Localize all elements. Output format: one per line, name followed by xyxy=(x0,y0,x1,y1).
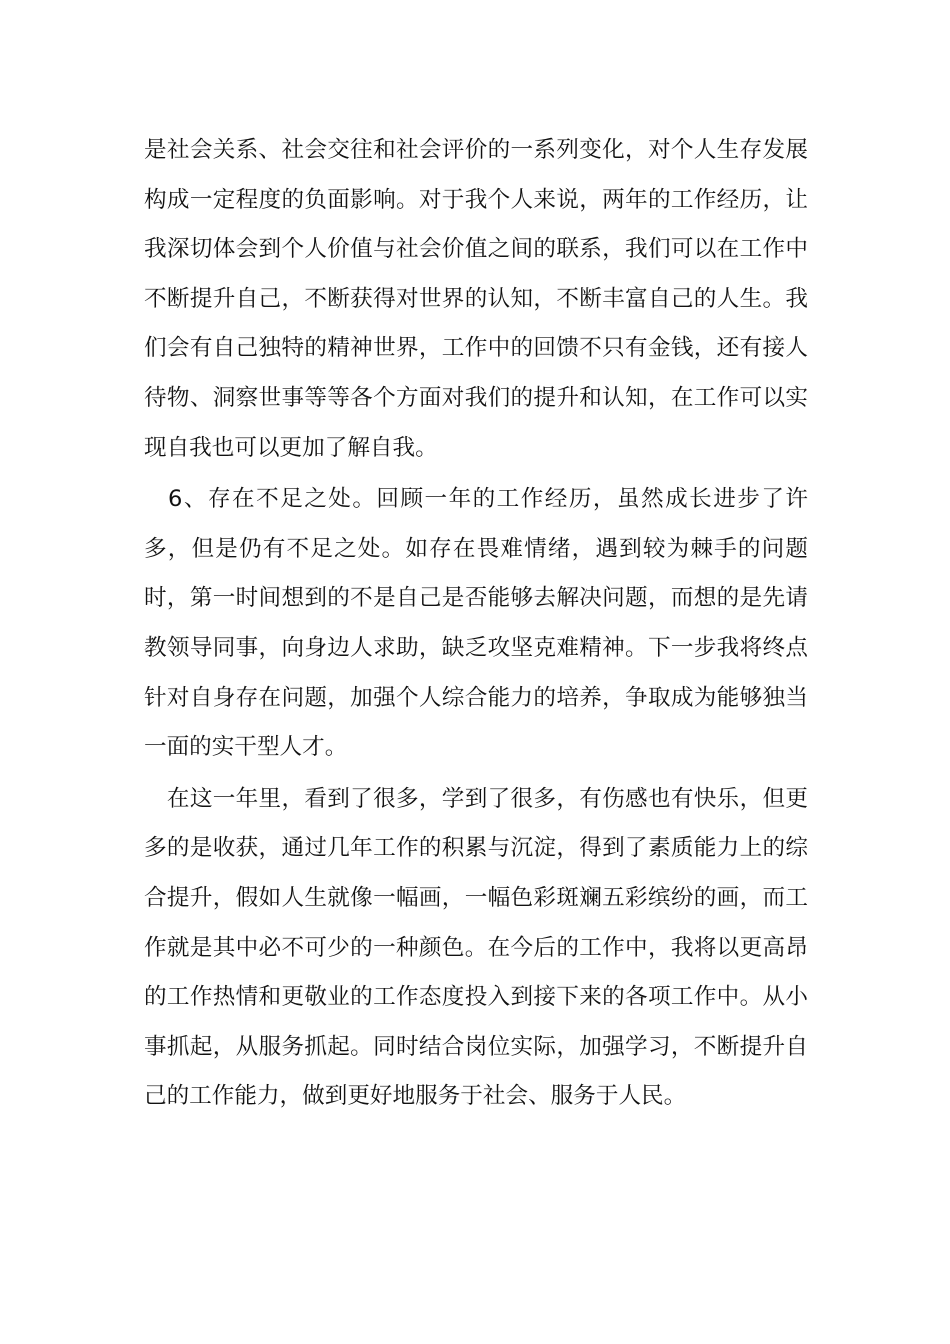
paragraph-1 xyxy=(144,126,808,473)
text-line: 现自我也可以更加了解自我。 xyxy=(144,434,438,461)
text-line: 己的工作能力，做到更好地服务于社会、服务于人民。 xyxy=(144,1083,687,1110)
text-line: 多的是收获，通过几年工作的积累与沉淀，得到了素质能力上的综 xyxy=(144,835,808,862)
text-line: 时，第一时间想到的不是自己是否能够去解决问题，而想的是先请 xyxy=(144,585,808,612)
text-line: 不断提升自己，不断获得对世界的认知，不断丰富自己的人生。我 xyxy=(144,285,808,312)
text-line: 构成一定程度的负面影响。对于我个人来说，两年的工作经历，让 xyxy=(144,186,808,213)
body-text xyxy=(144,126,808,1122)
text-line: 在这一年里，看到了很多，学到了很多，有伤感也有快乐，但更 xyxy=(144,785,808,812)
text-line: 待物、洞察世事等等各个方面对我们的提升和认知，在工作可以实 xyxy=(144,384,808,411)
text-line: 的工作热情和更敬业的工作态度投入到接下来的各项工作中。从小 xyxy=(144,984,808,1011)
paragraph-2 xyxy=(144,475,808,773)
text-line: 多，但是仍有不足之处。如存在畏难情绪，遇到较为棘手的问题 xyxy=(144,535,808,562)
text-line: 6、存在不足之处。回顾一年的工作经历，虽然成长进步了许 xyxy=(144,486,808,513)
text-line: 作就是其中必不可少的一种颜色。在今后的工作中，我将以更高昂 xyxy=(144,934,808,961)
text-line: 一面的实干型人才。 xyxy=(144,734,348,761)
text-line: 合提升，假如人生就像一幅画，一幅色彩斑斓五彩缤纷的画，而工 xyxy=(144,884,808,911)
text-line: 事抓起，从服务抓起。同时结合岗位实际，加强学习，不断提升自 xyxy=(144,1033,808,1060)
paragraph-3 xyxy=(144,775,808,1122)
text-line: 我深切体会到个人价值与社会价值之间的联系，我们可以在工作中 xyxy=(144,236,808,263)
text-line: 针对自身存在问题，加强个人综合能力的培养，争取成为能够独当 xyxy=(144,684,808,711)
text-line: 是社会关系、社会交往和社会评价的一系列变化，对个人生存发展 xyxy=(144,137,808,163)
text-line: 教领导同事，向身边人求助，缺乏攻坚克难精神。下一步我将终点 xyxy=(144,634,808,661)
text-line: 们会有自己独特的精神世界，工作中的回馈不只有金钱，还有接人 xyxy=(144,335,808,362)
